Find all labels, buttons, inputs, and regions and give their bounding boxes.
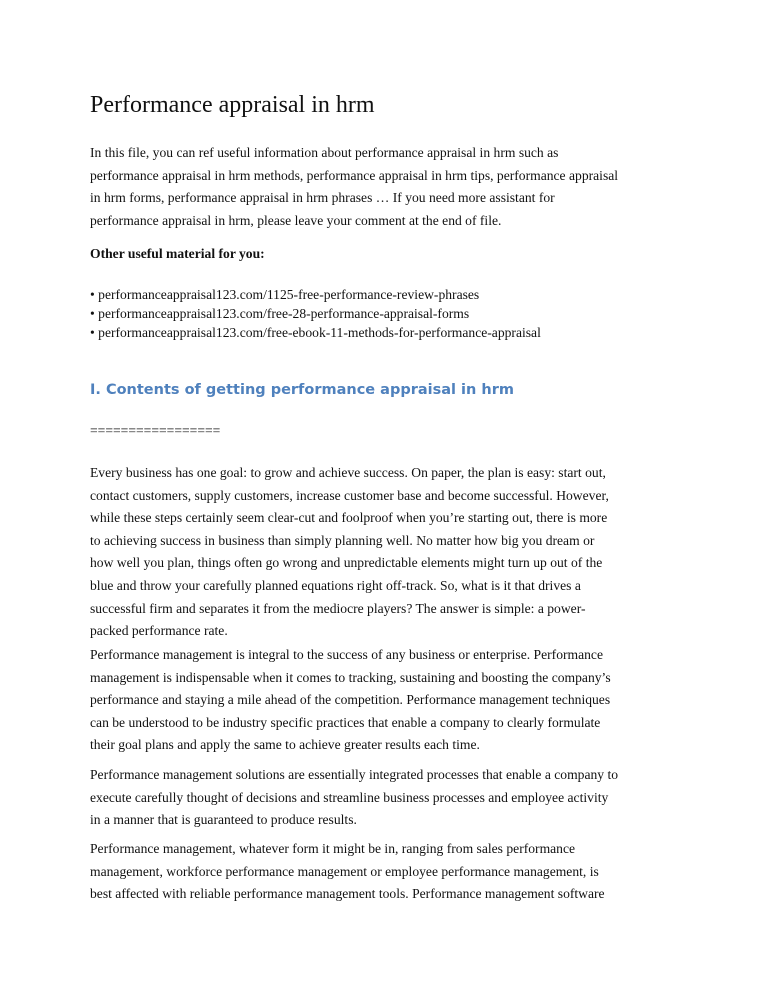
text-line: in a manner that is guaranteed to produce results. — [90, 812, 357, 828]
text-line: performance and staying a mile ahead of the competition. Performance management techniques — [90, 692, 611, 708]
text-line: blue and throw your carefully planned equations right off-track. So, what is it that drives a — [90, 577, 581, 593]
paragraph-4 — [90, 838, 690, 906]
document-title: Performance appraisal in hrm — [90, 92, 375, 118]
text-line: performance appraisal in hrm methods, performance appraisal in hrm tips, performance appraisal — [90, 167, 619, 183]
text-line: best affected with reliable performance management tools. Performance management software — [90, 886, 605, 902]
text-line: in hrm forms, performance appraisal in hrm phrases … If you need more assistant for — [90, 190, 555, 206]
text-line: packed performance rate. — [90, 623, 228, 639]
text-line: how well you plan, things often go wrong and unpredictable elements might turn up out of the — [90, 555, 603, 571]
link-item[interactable]: • performanceappraisal123.com/free-28-performance-appraisal-forms — [90, 306, 470, 321]
paragraph-1 — [90, 462, 690, 643]
text-line: Performance management solutions are essentially integrated processes that enable a company to — [90, 767, 619, 782]
text-line: while these steps certainly seem clear-cut and foolproof when you’re starting out, there is more — [90, 510, 608, 526]
links-list — [90, 285, 690, 342]
link-item[interactable]: • performanceappraisal123.com/free-ebook-11-methods-for-performance-appraisal — [90, 325, 541, 340]
text-line: successful firm and separates it from the mediocre players? The answer is simple: a power- — [90, 600, 586, 616]
text-line: contact customers, supply customers, increase customer base and become successful. However, — [90, 487, 609, 503]
text-line: can be understood to be industry specific practices that enable a company to clearly formulate — [90, 714, 601, 730]
text-line: Performance management, whatever form it might be in, ranging from sales performance — [90, 841, 576, 856]
intro-paragraph — [90, 142, 690, 232]
text-line: management is indispensable when it comes to tracking, sustaining and boosting the company’s — [90, 669, 611, 685]
text-line: In this file, you can ref useful information about performance appraisal in hrm such as — [90, 145, 559, 160]
text-line: performance appraisal in hrm, please leave your comment at the end of file. — [90, 212, 502, 228]
text-line: execute carefully thought of decisions and streamline business processes and employee activity — [90, 789, 609, 805]
paragraph-2 — [90, 644, 690, 757]
section-heading: I. Contents of getting performance appraisal in hrm — [90, 382, 514, 398]
link-item[interactable]: • performanceappraisal123.com/1125-free-performance-review-phrases — [90, 287, 480, 302]
text-line: Performance management is integral to the success of any business or enterprise. Performance — [90, 647, 603, 662]
text-line: to achieving success in business than simply planning well. No matter how big you dream or — [90, 532, 595, 548]
text-line: Every business has one goal: to grow and achieve success. On paper, the plan is easy: start out, — [90, 465, 606, 480]
text-line: their goal plans and apply the same to achieve greater results each time. — [90, 737, 480, 753]
paragraph-3 — [90, 764, 690, 832]
other-material-heading: Other useful material for you: — [90, 246, 265, 261]
separator: ================= — [90, 423, 221, 438]
text-line: management, workforce performance management or employee performance management, is — [90, 863, 599, 879]
